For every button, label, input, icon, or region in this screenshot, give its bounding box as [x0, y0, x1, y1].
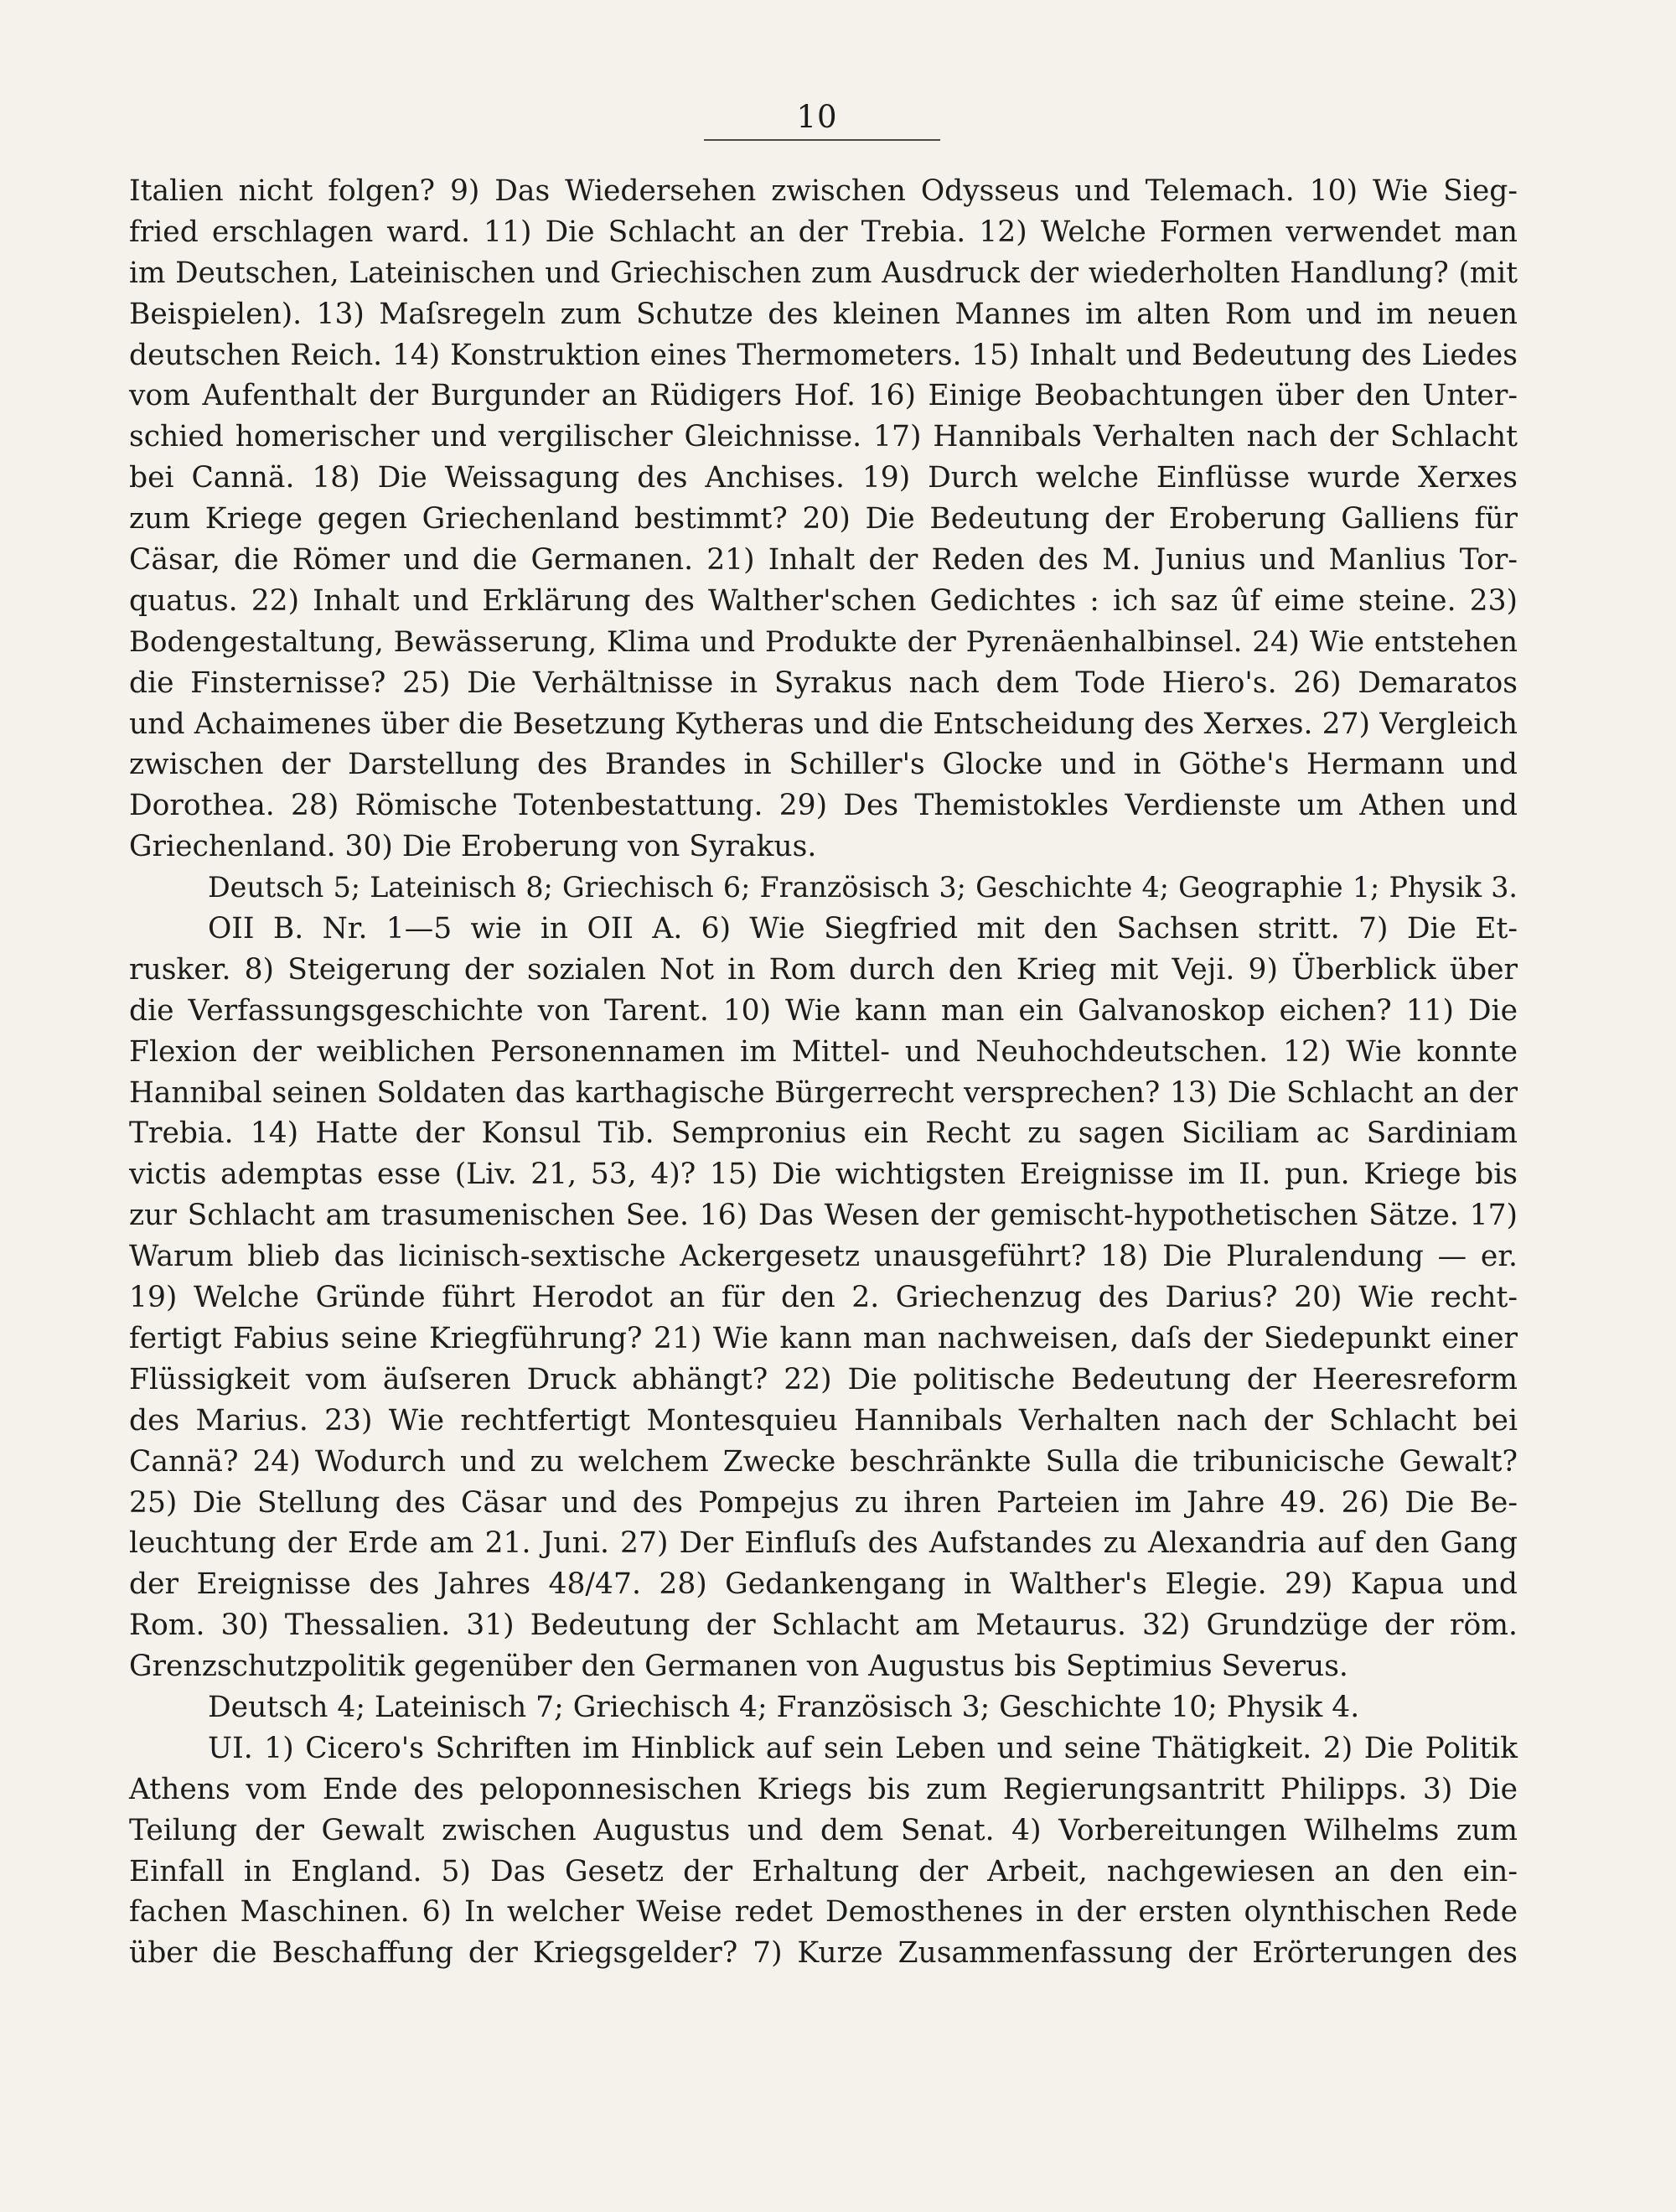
text-line: Dorothea. 28) Römische Totenbestattung. 29) Des Themistokles Verdienste um Athen und [129, 789, 1518, 823]
text-line: Athens vom Ende des peloponnesischen Kriegs bis zum Regierungsantritt Philipps. 3) Die [129, 1772, 1518, 1806]
text-line: leuchtung der Erde am 21. Juni. 27) Der Einfluſs des Aufstandes zu Alexandria auf den Gang [129, 1526, 1518, 1561]
text-line: fertigt Fabius seine Kriegführung? 21) Wie kann man nachweisen, daſs der Siedepunkt einer [129, 1321, 1518, 1355]
text-line: quatus. 22) Inhalt und Erklärung des Walther'schen Gedichtes : ich saz ûf eime steine. 23) [129, 583, 1518, 618]
text-line: Flexion der weiblichen Personennamen im Mittel- und Neuhochdeutschen. 12) Wie konnte [129, 1034, 1518, 1069]
text-line: zur Schlacht am trasumenischen See. 16) Das Wesen der gemischt-hypothetischen Sätze. 17) [129, 1199, 1518, 1233]
text-line: Bodengestaltung, Bewässerung, Klima und Produkte der Pyrenäenhalbinsel. 24) Wie entstehen [129, 624, 1518, 659]
text-line: Hannibal seinen Soldaten das karthagische Bürgerrecht versprechen? 13) Die Schlacht an der [129, 1075, 1518, 1110]
body-text [129, 171, 1518, 1974]
text-line: Flüssigkeit vom äuſseren Druck abhängt? 22) Die politische Bedeutung der Heeresreform [129, 1362, 1518, 1396]
text-line: und Achaimenes über die Besetzung Kytheras und die Entscheidung des Xerxes. 27) Vergleich [129, 707, 1518, 741]
text-line: Deutsch 4; Lateinisch 7; Griechisch 4; Französisch 3; Geschichte 10; Physik 4. [208, 1690, 1360, 1724]
text-line: Cannä? 24) Wodurch und zu welchem Zwecke beschränkte Sulla die tribunicische Gewalt? [129, 1444, 1518, 1479]
text-line: die Finsternisse? 25) Die Verhältnisse in Syrakus nach dem Tode Hiero's. 26) Demaratos [129, 666, 1518, 700]
text-line: deutschen Reich. 14) Konstruktion eines Thermometers. 15) Inhalt und Bedeutung des Liedes [129, 338, 1518, 372]
text-line: 25) Die Stellung des Cäsar und des Pompejus zu ihren Parteien im Jahre 49. 26) Die Be- [129, 1485, 1518, 1520]
text-line: vom Aufenthalt der Burgunder an Rüdigers Hof. 16) Einige Beobachtungen über den Unter- [129, 379, 1518, 413]
text-line: des Marius. 23) Wie rechtfertigt Montesquieu Hannibals Verhalten nach der Schlacht bei [129, 1403, 1518, 1438]
text-line: fachen Maschinen. 6) In welcher Weise redet Demosthenes in der ersten olynthischen Rede [129, 1895, 1518, 1930]
text-line: über die Beschaffung der Kriegsgelder? 7) Kurze Zusammenfassung der Erörterungen des [129, 1936, 1518, 1971]
text-line: bei Cannä. 18) Die Weissagung des Anchises. 19) Durch welche Einflüsse wurde Xerxes [129, 461, 1518, 495]
text-line: Teilung der Gewalt zwischen Augustus und dem Senat. 4) Vorbereitungen Wilhelms zum [129, 1813, 1518, 1847]
text-line: im Deutschen, Lateinischen und Griechischen zum Ausdruck der wiederholten Handlung? (mit [129, 256, 1518, 290]
text-line: der Ereignisse des Jahres 48/47. 28) Gedankengang in Walther's Elegie. 29) Kapua und [129, 1567, 1518, 1602]
text-line: die Verfassungsgeschichte von Tarent. 10) Wie kann man ein Galvanoskop eichen? 11) Die [129, 993, 1518, 1028]
text-line: Warum blieb das licinisch-sextische Ackergesetz unausgeführt? 18) Die Pluralendung — er. [129, 1240, 1518, 1274]
text-line: Griechenland. 30) Die Eroberung von Syrakus. [129, 830, 817, 864]
header-rule [704, 139, 940, 141]
text-line: Trebia. 14) Hatte der Konsul Tib. Sempronius ein Recht zu sagen Siciliam ac Sardiniam [129, 1116, 1518, 1151]
text-line: UI. 1) Cicero's Schriften im Hinblick auf sein Leben und seine Thätigkeit. 2) Die Politik [208, 1731, 1518, 1765]
text-line: fried erschlagen ward. 11) Die Schlacht an der Trebia. 12) Welche Formen verwendet man [129, 215, 1518, 249]
text-line: Deutsch 5; Lateinisch 8; Griechisch 6; Französisch 3; Geschichte 4; Geographie 1; Physik 3. [208, 871, 1518, 904]
text-line: Grenzschutzpolitik gegenüber den Germanen von Augustus bis Septimius Severus. [129, 1650, 1348, 1684]
text-line: Rom. 30) Thessalien. 31) Bedeutung der Schlacht am Metaurus. 32) Grundzüge der röm. [129, 1608, 1518, 1643]
page-number: 10 [796, 99, 838, 135]
text-line: 19) Welche Gründe führt Herodot an für den 2. Griechenzug des Darius? 20) Wie recht- [129, 1281, 1518, 1315]
text-line: zum Kriege gegen Griechenland bestimmt? 20) Die Bedeutung der Eroberung Galliens für [129, 502, 1518, 536]
text-line: Einfall in England. 5) Das Gesetz der Erhaltung der Arbeit, nachgewiesen an den ein- [129, 1854, 1518, 1888]
text-line: schied homerischer und vergilischer Gleichnisse. 17) Hannibals Verhalten nach der Schlacht [129, 420, 1518, 454]
text-line: victis ademptas esse (Liv. 21, 53, 4)? 15) Die wichtigsten Ereignisse im II. pun. Kriege bis [129, 1158, 1518, 1192]
text-line: Cäsar, die Römer und die Germanen. 21) Inhalt der Reden des M. Junius und Manlius Tor- [129, 543, 1518, 578]
text-line: Beispielen). 13) Maſsregeln zum Schutze des kleinen Mannes im alten Rom und im neuen [129, 297, 1518, 331]
text-line: OII B. Nr. 1—5 wie in OII A. 6) Wie Siegfried mit den Sachsen stritt. 7) Die Et- [208, 912, 1518, 946]
text-line: rusker. 8) Steigerung der sozialen Not in Rom durch den Krieg mit Veji. 9) Überblick über [129, 952, 1518, 987]
text-line: zwischen der Darstellung des Brandes in Schiller's Glocke und in Göthe's Hermann und [129, 748, 1518, 782]
text-line: Italien nicht folgen? 9) Das Wiedersehen zwischen Odysseus und Telemach. 10) Wie Sieg- [129, 174, 1518, 208]
